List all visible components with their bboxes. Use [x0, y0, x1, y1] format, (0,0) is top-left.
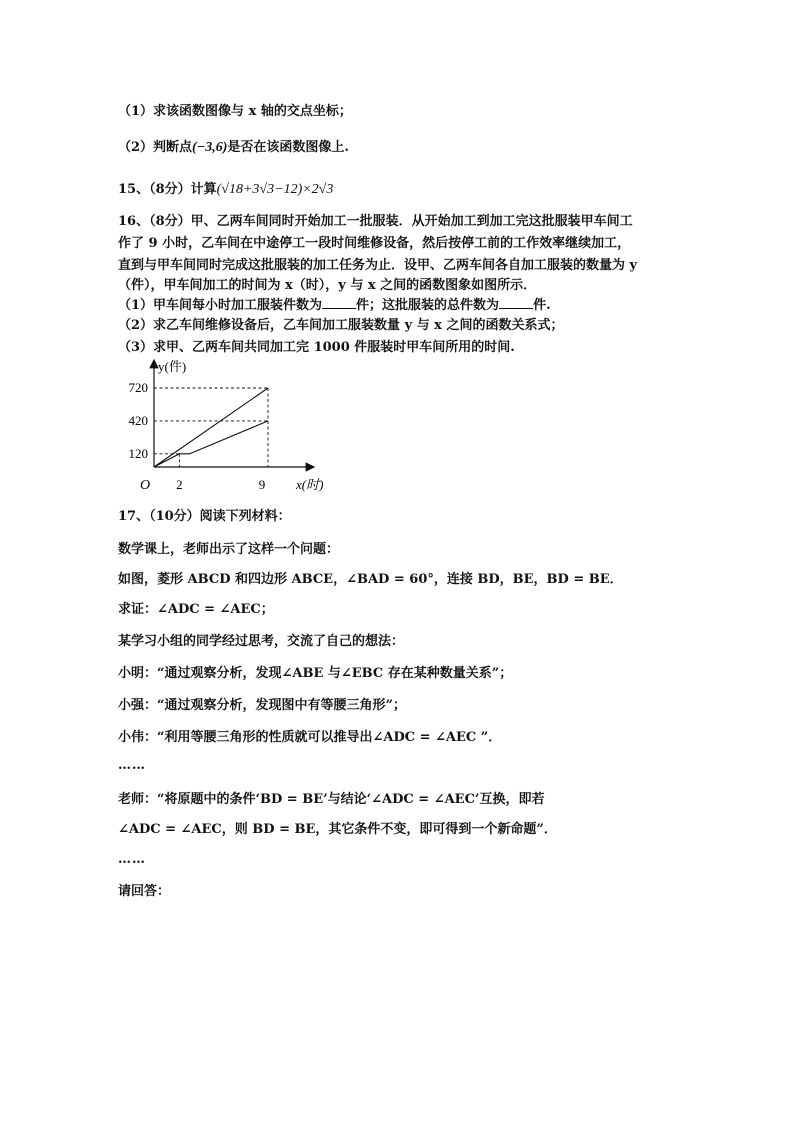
q17-intro: 数学课上，老师出示了这样一个问题：	[118, 542, 340, 557]
x-axis-label: x(时)	[296, 477, 324, 492]
y-tick-label-1: 120	[128, 445, 148, 461]
q14-part1: （1）求该函数图像与 x 轴的交点坐标；	[118, 104, 352, 119]
q17-teacher-2: ∠ADC = ∠AEC，则 BD = BE，其它条件不变，即可得到一个新命题”．	[118, 822, 557, 837]
q17-head: 17、（10分）阅读下列材料：	[118, 509, 291, 524]
q17-xiaoqiang: 小强：“通过观察分析，发现图中有等腰三角形”；	[118, 698, 406, 713]
q16-sub1-pre: （1）甲车间每小时加工服装件数为	[118, 298, 323, 313]
q16-sub2: （2）求乙车间维修设备后，乙车间加工服装数量 y 与 x 之间的函数关系式；	[118, 318, 564, 333]
q16-function-graph	[118, 358, 368, 498]
q17-ellipsis-1: ……	[118, 758, 146, 773]
q17-xiaowei: 小伟：“利用等腰三角形的性质就可以推导出∠ADC = ∠AEC ”．	[118, 730, 502, 745]
y-tick-label-3: 720	[128, 380, 148, 395]
q16-blank2	[499, 296, 533, 309]
q16-line1: 16、（8分）甲、乙两车间同时开始加工一批服装．从开始加工到加工完这批服装甲车间工	[118, 214, 633, 229]
q17-ellipsis-2: ……	[118, 852, 146, 867]
x-tick-label-1: 2	[176, 477, 183, 492]
q16-line2: 作了 9 小时，乙车间在中途停工一段时间维修设备，然后按停工前的工作效率继续加工，	[118, 236, 631, 251]
q14-part2-pre: （2）判断点	[118, 140, 193, 155]
q14-point: (−3,6)	[192, 140, 228, 155]
y-axis-label: y(件)	[158, 359, 187, 374]
x-tick-label-2: 9	[258, 477, 266, 492]
q16-line4: （件），甲车间加工的时间为 x（时），y 与 x 之间的函数图象如图所示．	[118, 278, 537, 293]
q17-given: 如图，菱形 ABCD 和四边形 ABCE，∠BAD = 60°，连接 BD，BE，BD = BE．	[118, 572, 623, 587]
q16-blank1	[322, 296, 356, 309]
q17-group: 某学习小组的同学经过思考，交流了自己的想法：	[118, 634, 405, 649]
y-tick-label-2: 420	[128, 412, 148, 428]
q17-teacher-1: 老师：“将原题中的条件‘BD = BE’与结论‘∠ADC = ∠AEC’互换，即若	[118, 792, 545, 807]
q16-sub1-mid: 件；这批服装的总件数为	[356, 298, 500, 313]
q16-sub1	[118, 296, 551, 316]
q14-part2	[118, 138, 349, 158]
q14-part2-post: 是否在该函数图像上.	[227, 140, 349, 155]
q16-sub3: （3）求甲、乙两车间共同加工完 1000 件服装时甲车间所用的时间.	[118, 340, 515, 355]
q17-answer-prompt: 请回答：	[118, 884, 171, 899]
q15	[118, 180, 333, 200]
q17-prove: 求证：∠ADC = ∠AEC；	[118, 602, 274, 617]
q17-xiaoming: 小明：“通过观察分析，发现∠ABE 与∠EBC 存在某种数量关系”；	[118, 666, 513, 681]
origin-label: O	[140, 478, 151, 493]
q15-head: 15、（8分）计算	[118, 182, 217, 197]
q16-sub1-post: 件.	[533, 298, 551, 313]
q15-expression: (√18+3√3−12)×2√3	[216, 182, 334, 197]
q16-line3: 直到与甲车间同时完成这批服装的加工任务为止．设甲、乙两车间各自加工服装的数量为 y	[118, 258, 638, 273]
